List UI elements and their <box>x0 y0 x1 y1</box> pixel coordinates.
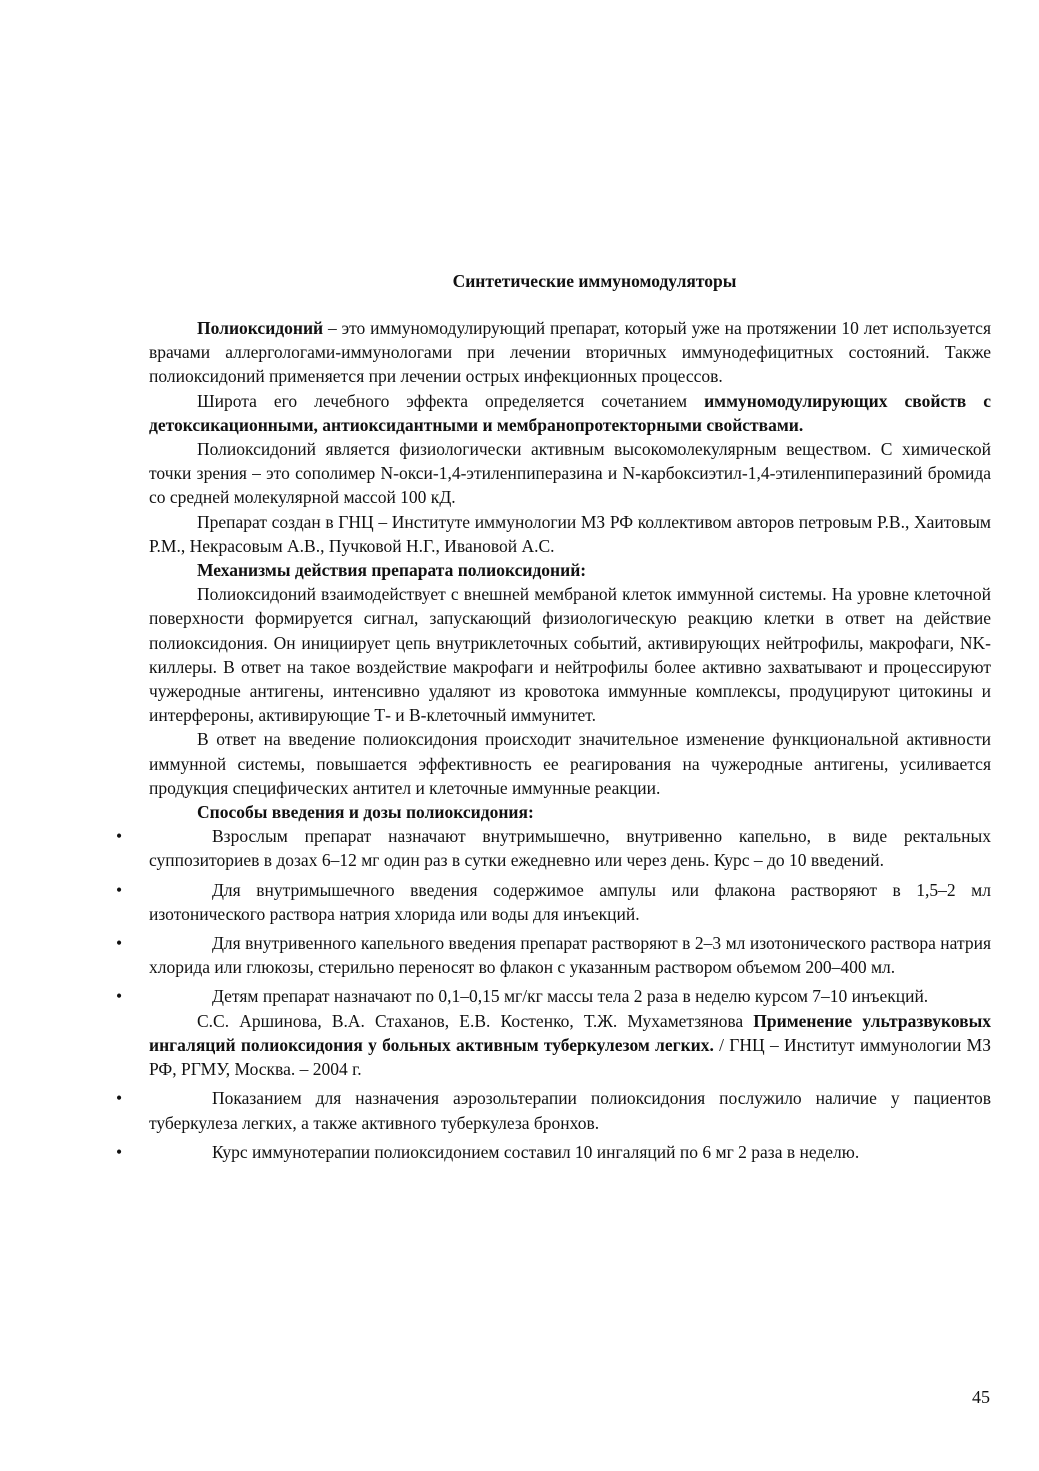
reference-title: Применение ультразвуковых ингаляций полиоксидония у больных активным туберкулезом легких. <box>149 1010 992 1055</box>
section-heading-mechanism: Механизмы действия препарата полиоксидоний: <box>197 560 587 581</box>
bullet-icon: • <box>116 879 123 900</box>
document-body <box>116 316 992 1164</box>
list-item: • Курс иммунотерапии полиоксидонием составил 10 ингаляций по 6 мг 2 раза в неделю. <box>149 1140 991 1164</box>
bullet-icon: • <box>116 933 123 954</box>
list-item: • Взрослым препарат назначают внутримышечно, внутривенно капельно, в виде ректальных суппозиториев в дозах 6–12 мг один раз в сутки ежедневно или через день. Курс – до 10 введений. <box>116 826 991 871</box>
bullet-icon: • <box>116 1088 123 1109</box>
section-heading-dosage: Способы введения и дозы полиоксидония: <box>197 802 534 823</box>
page-number: 45 <box>972 1387 990 1407</box>
list-item: • Для внутривенного капельного введения препарат растворяют в 2–3 мл изотонического раствора натрия хлорида или глюкозы, стерильно переносят во флакон с указанным раствором объемом 200–400 мл. <box>116 933 991 978</box>
bullet-icon: • <box>116 826 123 847</box>
page-title: Синтетические иммуномодуляторы <box>452 271 737 291</box>
reference-citation: С.С. Аршинова, В.А. Стаханов, Е.В. Костенко, Т.Ж. Мухаметзянова Применение ультразвуковых ингаляций полиоксидония у больных активным туберкулезом легких. / ГНЦ – Институт иммунологии МЗ РФ, РГМУ, Москва. – 2004 г. <box>149 1010 992 1080</box>
list-item: • Детям препарат назначают по 0,1–0,15 мг/кг массы тела 2 раза в неделю курсом 7–10 инъекций. <box>149 984 991 1008</box>
bullet-icon: • <box>116 986 123 1007</box>
drug-name: Полиоксидоний <box>197 318 324 338</box>
paragraph-effect: Широта его лечебного эффекта определяется сочетанием иммуномодулирующих свойств с детоксикационными, антиоксидантными и мембранопротекторными свойствами. <box>149 390 992 435</box>
list-item: • Для внутримышечного введения содержимое ампулы или флакона растворяют в 1,5–2 мл изотонического раствора натрия хлорида или воды для инъекций. <box>116 879 991 924</box>
paragraph-response: В ответ на введение полиоксидония происходит значительное изменение функциональной активности иммунной системы, повышается эффективность ее реагирования на чужеродные антигены, усиливается продукция специфических антител и клеточные иммунные реакции. <box>149 729 991 798</box>
list-item: • Показанием для назначения аэрозольтерапии полиоксидония послужило наличие у пациентов туберкулеза легких, а также активного туберкулеза бронхов. <box>116 1088 991 1133</box>
bullet-icon: • <box>116 1141 123 1162</box>
paragraph-intro: Полиоксидоний – это иммуномодулирующий препарат, который уже на протяжении 10 лет используется врачами аллергологами-иммунологами при лечении вторичных иммунодефицитных состояний. Также полиоксидоний применяется при лечении острых инфекционных процессов. <box>149 318 991 387</box>
paragraph-mechanism: Полиоксидоний взаимодействует с внешней мембраной клеток иммунной системы. На уровне клеточной поверхности формируется сигнал, запускающий физиологическую реакцию клетки в ответ на действие полиоксидония. Он инициирует цепь внутриклеточных событий, активирующих нейтрофилы, макрофаги, NK-киллеры. В ответ на такое воздействие макрофаги и нейтрофилы более активно захватывают и процессируют чужеродные антигены, интенсивно удаляют из кровотока иммунные комплексы, продуцируют цитокины и интерфероны, активирующие Т- и В-клеточный иммунитет. <box>149 584 991 726</box>
paragraph-authors: Препарат создан в ГНЦ – Институте иммунологии МЗ РФ коллективом авторов петровым Р.В., Хаитовым Р.М., Некрасовым А.В., Пучковой Н.Г., Ивановой А.С. <box>149 511 991 556</box>
paragraph-chemistry: Полиоксидоний является физиологически активным высокомолекулярным веществом. С химической точки зрения – это сополимер N-окси-1,4-этиленпиперазина и N-карбоксиэтил-1,4-этиленпиперазиний бромида со средней молекулярной массой 100 кД. <box>149 439 991 508</box>
